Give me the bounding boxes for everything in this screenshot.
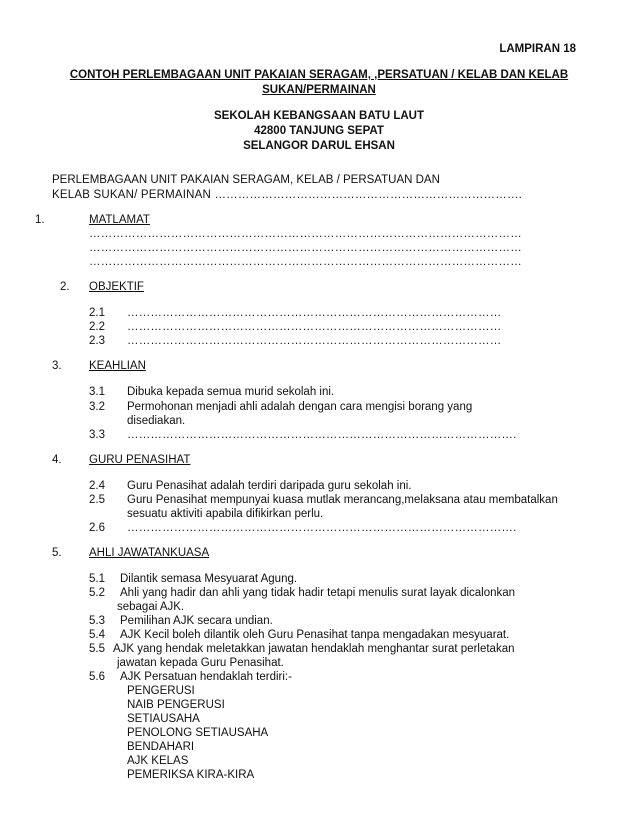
- school-name: SEKOLAH KEBANGSAAN BATU LAUT: [214, 110, 424, 122]
- role-naib-pengerusi: NAIB PENGERUSI: [127, 699, 225, 711]
- section-1-line: …………………………………………………………………………………………………: [89, 256, 522, 268]
- item-text: ……………………………………………………………………………………: [127, 335, 502, 347]
- section-3-title: KEAHLIAN: [89, 360, 146, 372]
- role-pengerusi: PENGERUSI: [127, 685, 195, 697]
- item-text: Permohonan menjadi ahli adalah dengan cara mengisi borang yang: [127, 401, 473, 413]
- section-4-title: GURU PENASIHAT: [89, 454, 191, 466]
- item-number: 3.2: [89, 401, 105, 413]
- item-text: ……………………………………………………………………………………: [127, 307, 502, 319]
- item-text: ……………………………………………………………………………………: [127, 321, 502, 333]
- item-number: 2.3: [89, 335, 105, 347]
- section-1-title: MATLAMAT: [89, 214, 150, 226]
- item-text: ……………………………………………………………………………………….: [127, 522, 517, 534]
- section-4-number: 4.: [52, 454, 62, 466]
- section-5-number: 5.: [52, 547, 62, 559]
- item-number: 5.2: [89, 587, 105, 599]
- item-text-continued: disediakan.: [127, 415, 186, 427]
- section-5-title: AHLI JAWATANKUASA: [89, 547, 210, 559]
- role-ajk-kelas: AJK KELAS: [127, 755, 189, 767]
- item-number: 5.4: [89, 629, 105, 641]
- item-text-continued: sesuatu aktiviti apabila difikirkan perlu.: [127, 508, 324, 520]
- section-2-number: 2.: [60, 281, 70, 293]
- item-number: 2.6: [89, 522, 105, 534]
- document-title-line2: SUKAN/PERMAINAN: [262, 84, 376, 96]
- item-text: Ahli yang hadir dan ahli yang tidak hadir tetapi menulis surat layak dicalonkan: [120, 587, 516, 599]
- document-title-line1: CONTOH PERLEMBAGAAN UNIT PAKAIAN SERAGAM, ,PERSATUAN / KELAB DAN KELAB: [69, 69, 569, 81]
- item-number: 5.1: [89, 573, 105, 585]
- role-penolong-setiausaha: PENOLONG SETIAUSAHA: [127, 727, 269, 739]
- role-setiausaha: SETIAUSAHA: [127, 713, 200, 725]
- item-text-continued: sebagai AJK.: [117, 601, 185, 613]
- lampiran-label: LAMPIRAN 18: [499, 43, 576, 55]
- item-number: 5.3: [89, 615, 105, 627]
- item-text: Guru Penasihat mempunyai kuasa mutlak merancang,melaksana atau membatalkan: [127, 494, 558, 506]
- item-number: 5.6: [89, 671, 105, 683]
- intro-line2: KELAB SUKAN/ PERMAINAN …………………………………………………………………….: [52, 189, 523, 201]
- item-text-continued: jawatan kepada Guru Penasihat.: [117, 657, 284, 669]
- item-number: 5.5: [89, 643, 105, 655]
- role-pemeriksa-kira-kira: PEMERIKSA KIRA-KIRA: [127, 769, 255, 781]
- item-text: AJK Kecil boleh dilantik oleh Guru Penasihat tanpa mengadakan mesyuarat.: [120, 629, 510, 641]
- section-2-title: OBJEKTIF: [89, 281, 144, 293]
- item-text: AJK yang hendak meletakkan jawatan hendaklah menghantar surat perletakan: [113, 643, 515, 655]
- item-number: 2.4: [89, 480, 105, 492]
- section-3-number: 3.: [52, 360, 62, 372]
- item-number: 3.3: [89, 429, 105, 441]
- section-1-line: …………………………………………………………………………………………………: [89, 242, 522, 254]
- school-address-line1: 42800 TANJUNG SEPAT: [254, 125, 384, 137]
- item-text: Guru Penasihat adalah terdiri daripada guru sekolah ini.: [127, 480, 412, 492]
- item-text: ……………………………………………………………………………………….: [127, 429, 517, 441]
- item-text: Pemilihan AJK secara undian.: [120, 615, 273, 627]
- role-bendahari: BENDAHARI: [127, 741, 195, 753]
- item-text: Dibuka kepada semua murid sekolah ini.: [127, 386, 335, 398]
- item-text: Dilantik semasa Mesyuarat Agung.: [120, 573, 298, 585]
- item-number: 2.1: [89, 307, 105, 319]
- item-number: 2.2: [89, 321, 105, 333]
- section-1-number: 1.: [35, 214, 45, 226]
- item-text: AJK Persatuan hendaklah terdiri:-: [120, 671, 292, 683]
- school-address-line2: SELANGOR DARUL EHSAN: [243, 140, 395, 152]
- item-number: 3.1: [89, 386, 105, 398]
- section-1-line: …………………………………………………………………………………………………: [89, 228, 522, 240]
- item-number: 2.5: [89, 494, 105, 506]
- intro-line1: PERLEMBAGAAN UNIT PAKAIAN SERAGAM, KELAB / PERSATUAN DAN: [52, 174, 440, 186]
